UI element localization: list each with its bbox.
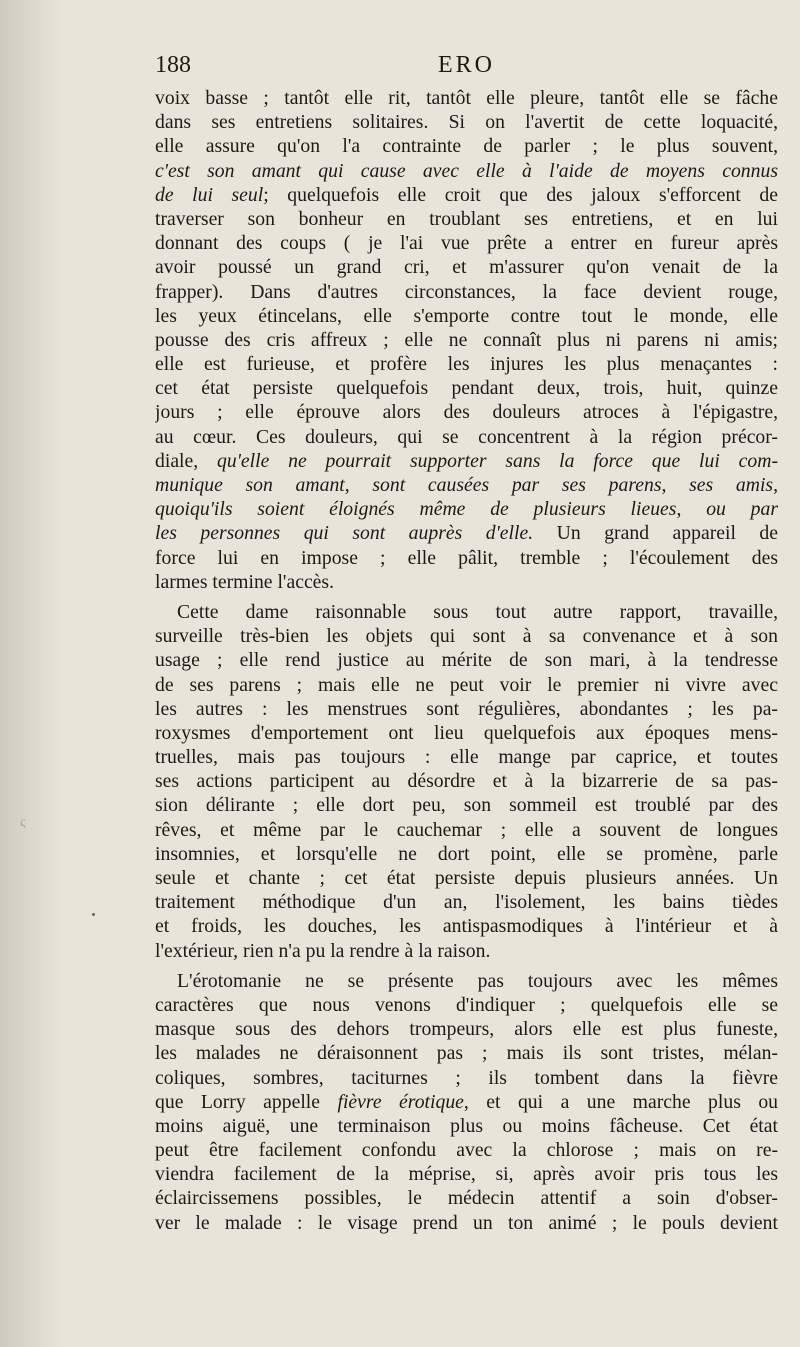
text-line: peut être facilement confondu avec la chlorose ; mais on re- [155,1139,778,1162]
text-line: masque sous des dehors trompeurs, alors elle est plus funeste, [155,1018,778,1041]
text-line: insomnies, et lorsqu'elle ne dort point, elle se promène, parle [155,842,778,865]
text-line: roxysmes d'emportement ont lieu quelquefois aux époques mens- [155,721,778,744]
text-span: ; quelquefois elle croit que des jaloux s'efforcent de [263,183,778,206]
text-line: seule et chante ; cet état persiste depuis plusieurs années. Un [155,867,778,889]
text-line: sion délirante ; elle dort peu, son sommeil est troublé par des [155,794,778,817]
text-line: au cœur. Ces douleurs, qui se concentrent à la région précor- [155,425,778,448]
italic-span: fièvre érotique [337,1090,464,1113]
text-line [155,183,778,207]
text-line: force lui en impose ; elle pâlit, tremble ; l'écoulement des [155,546,778,569]
text-line: elle assure qu'on l'a contrainte de parler ; le plus souvent, [155,135,778,158]
text-line: ver le malade : le visage prend un ton animé ; le pouls devient [155,1211,778,1234]
italic-span: qu'elle ne pourrait supporter sans la force que lui com- [217,449,778,472]
text-line: voix basse ; tantôt elle rit, tantôt elle pleure, tantôt elle se fâche [155,87,778,109]
text-line: caractères que nous venons d'indiquer ; quelquefois elle se [155,993,778,1016]
text-line: surveille très-bien les objets qui sont à sa convenance et à son [155,625,778,648]
text-line: les yeux étincelans, elle s'emporte contre tout le monde, elle [155,304,778,327]
italic-span: ses amis [689,474,774,496]
text-line: et froids, les douches, les antispasmodiques à l'intérieur et à [155,915,778,938]
text-span: que Lorry appelle [155,1090,338,1113]
margin-pencil-mark: ς [20,815,26,830]
text-line: avoir poussé un grand cri, et m'assurer qu'on venait de la [155,256,778,279]
text-line: larmes termine l'accès. [155,570,335,593]
text-span: , [773,474,778,496]
page-number: 188 [155,52,191,78]
text-line: les malades ne déraisonnent pas ; mais ils sont tristes, mélan- [155,1042,778,1065]
italic-span: quoiqu'ils soient éloignés même de plusieurs lieues [155,498,677,521]
text-span: , [344,474,373,496]
italic-span: ou par [706,498,778,521]
page-gutter-shadow [0,0,60,1347]
text-line [155,449,778,473]
text-line: traitement méthodique d'un an, l'isolement, les bains tièdes [155,891,778,914]
text-span: diale, [155,449,217,472]
body-text [155,86,778,1235]
text-line: frapper). Dans d'autres circonstances, la face devient rouge, [155,280,778,303]
text-line: jours ; elle éprouve alors des douleurs atroces à l'épigastre, [155,401,778,424]
text-line: dans ses entretiens solitaires. Si on l'avertit de cette loquacité, [155,111,778,134]
text-line: Cette dame raisonnable sous tout autre rapport, travaille, [177,600,778,623]
text-line: L'érotomanie ne se présente pas toujours avec les mêmes [177,969,778,992]
text-line: c'est son amant qui cause avec elle à l'aide de moyens connus [155,159,778,182]
text-line [155,1090,778,1114]
text-line: moins aiguë, une terminaison plus ou moins fâcheuse. Cet état [155,1114,778,1137]
text-line: usage ; elle rend justice au mérite de son mari, à la tendresse [155,649,778,672]
ink-speck [92,913,95,916]
text-line [155,497,778,521]
text-line [155,521,778,545]
text-line: traverser son bonheur en troublant ses entretiens, et en lui [155,207,778,230]
text-line: cet état persiste quelquefois pendant deux, trois, huit, quinze [155,377,778,400]
text-line: viendra facilement de la méprise, si, après avoir pris tous les [155,1163,778,1186]
italic-span: munique son amant [155,474,345,496]
text-line: ses actions participent au désordre et à la bizarrerie de sa pas- [155,770,778,793]
running-head: ERO [438,52,495,78]
text-line: l'extérieur, rien n'a pu la rendre à la raison. [155,939,491,962]
text-line [155,473,778,497]
text-span: , et qui a une marche plus ou [463,1090,778,1113]
text-line: pousse des cris affreux ; elle ne connaît plus ni parens ni amis; [155,328,778,351]
text-line: rêves, et même par le cauchemar ; elle a souvent de longues [155,818,778,841]
text-line: donnant des coups ( je l'ai vue prête a entrer en fureur après [155,232,778,255]
text-span: , [676,498,707,521]
text-line: les autres : les menstrues sont régulières, abondantes ; les pa- [155,697,778,720]
text-span: , [661,474,690,496]
text-line: éclaircissemens possibles, le médecin attentif a soin d'obser- [155,1187,778,1210]
text-line: truelles, mais pas toujours : elle mange par caprice, et toutes [155,746,778,769]
italic-span: de lui seul [155,183,264,206]
page-header [155,52,778,86]
text-line: elle est furieuse, et profère les injures les plus menaçantes : [155,353,778,376]
text-line: de ses parens ; mais elle ne peut voir le premier ni vivre avec [155,673,778,696]
text-line: coliques, sombres, taciturnes ; ils tombent dans la fièvre [155,1066,778,1089]
text-span: Un grand appareil de [533,522,778,545]
italic-span: sont causées par ses parens [372,474,662,496]
italic-span: les personnes qui sont auprès d'elle. [155,522,534,545]
